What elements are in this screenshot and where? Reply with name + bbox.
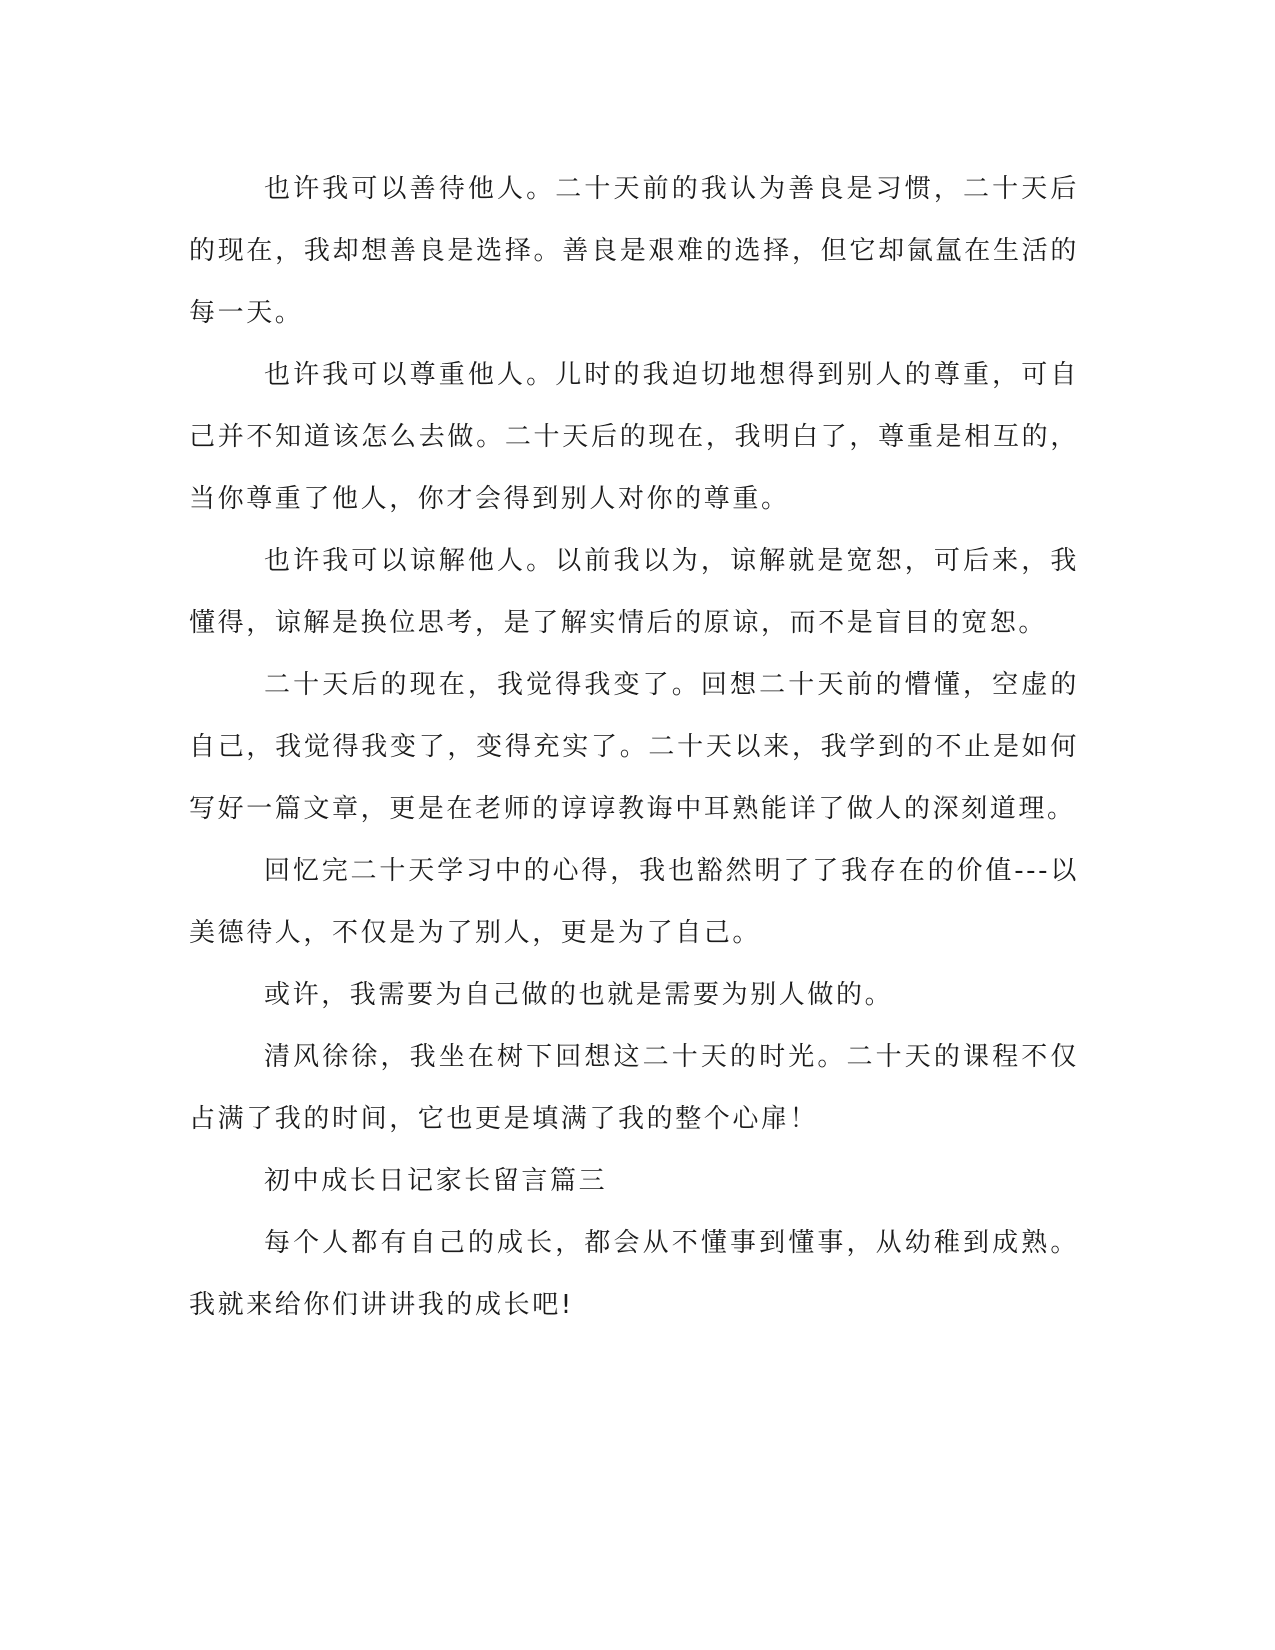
paragraph-forgiveness: 也许我可以谅解他人。以前我以为，谅解就是宽恕，可后来，我懂得，谅解是换位思考，是了解实情后的原谅，而不是盲目的宽恕。 (189, 546, 1079, 638)
paragraph-change: 二十天后的现在，我觉得我变了。回想二十天前的懵懂，空虚的自己，我觉得我变了，变得充实了。二十天以来，我学到的不止是如何写好一篇文章，更是在老师的谆谆教诲中耳熟能详了做人的深刻道理。 (189, 670, 1079, 824)
section-heading: 初中成长日记家长留言篇三 (264, 1166, 608, 1196)
paragraph-value: 回忆完二十天学习中的心得，我也豁然明了了我存在的价值---以美德待人，不仅是为了别人，更是为了自己。 (189, 856, 1079, 948)
paragraph-growth: 每个人都有自己的成长，都会从不懂事到懂事，从幼稚到成熟。我就来给你们讲讲我的成长吧! (189, 1228, 1079, 1320)
document-body (189, 158, 1079, 1336)
paragraph-perhaps: 或许，我需要为自己做的也就是需要为别人做的。 (264, 980, 894, 1010)
paragraph-goodness: 也许我可以善待他人。二十天前的我认为善良是习惯，二十天后的现在，我却想善良是选择。善良是艰难的选择，但它却氤氲在生活的每一天。 (189, 174, 1079, 328)
paragraph-respect: 也许我可以尊重他人。儿时的我迫切地想得到别人的尊重，可自己并不知道该怎么去做。二十天后的现在，我明白了，尊重是相互的，当你尊重了他人，你才会得到别人对你的尊重。 (189, 360, 1079, 514)
paragraph-breeze: 清风徐徐，我坐在树下回想这二十天的时光。二十天的课程不仅占满了我的时间，它也更是填满了我的整个心扉！ (189, 1042, 1079, 1134)
